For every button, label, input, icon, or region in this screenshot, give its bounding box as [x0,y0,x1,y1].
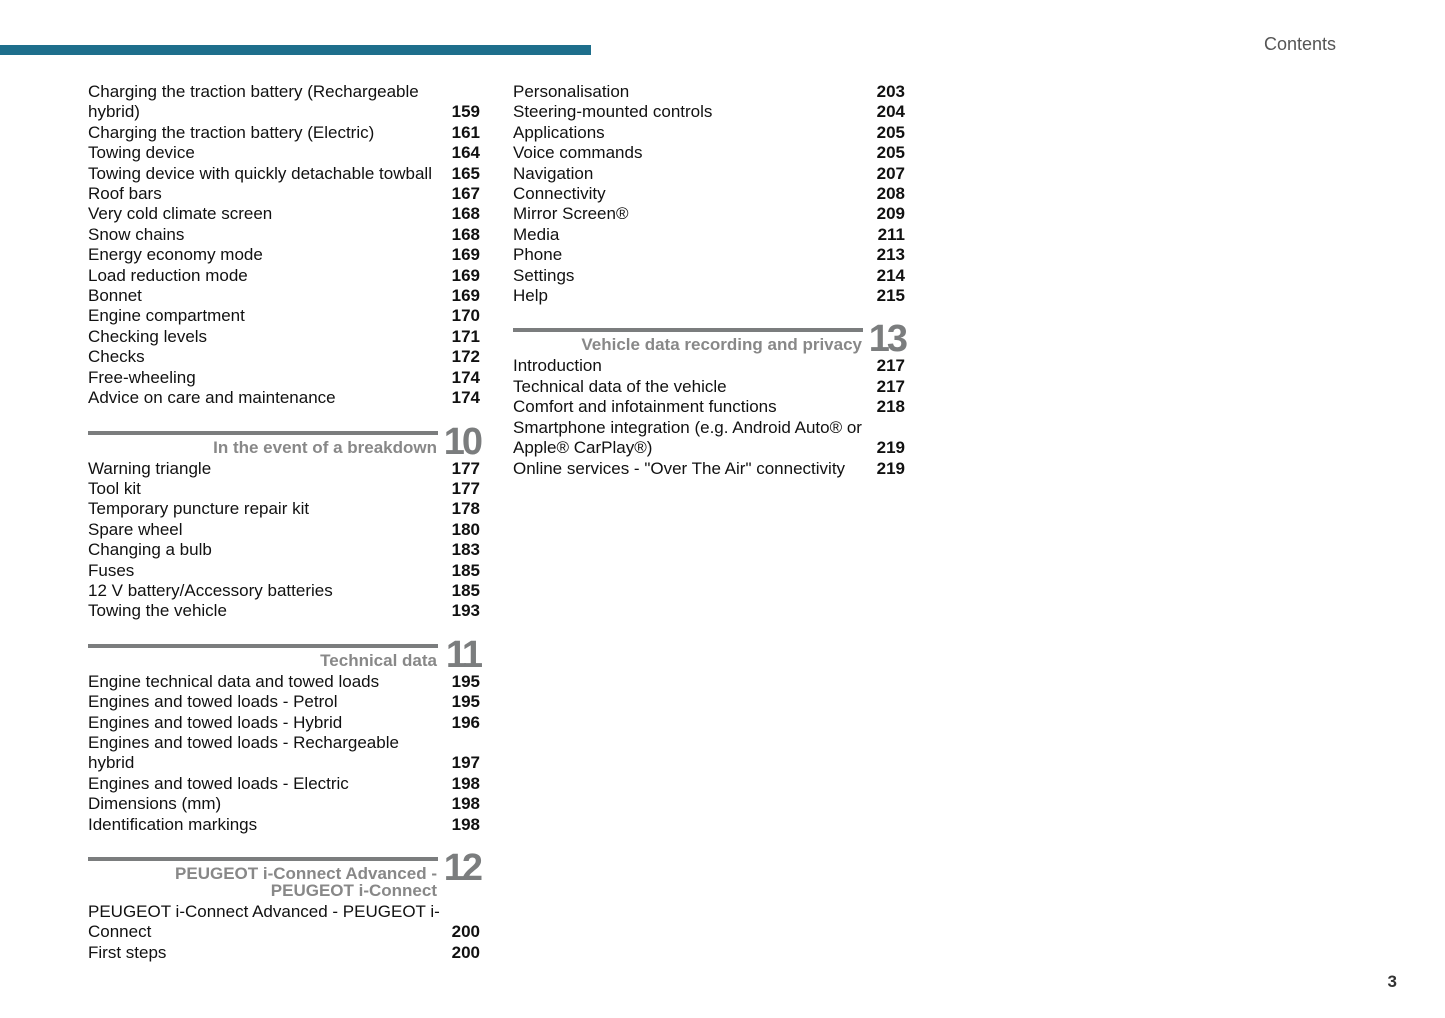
toc-entry-page: 217 [876,356,905,376]
toc-entry[interactable] [88,143,480,163]
toc-entry[interactable] [513,102,905,122]
toc-entry-page: 168 [451,224,480,244]
toc-entry[interactable] [513,184,905,204]
toc-entry-label: Charging the traction battery (Rechargeable hybrid) [88,82,419,122]
toc-entry-label: Temporary puncture repair kit [88,499,310,519]
toc-entry[interactable] [88,327,480,347]
toc-entry[interactable] [88,540,480,560]
toc-entry-label: First steps [88,942,167,962]
toc-entry[interactable] [513,204,905,224]
toc-entry[interactable] [513,143,905,163]
toc-entry-page: 218 [876,397,905,417]
section-title[interactable]: PEUGEOT i-Connect Advanced - PEUGEOT i-Connect [175,864,437,900]
toc-entry[interactable] [513,377,905,397]
toc-entry-page: 195 [451,671,480,691]
toc-entry[interactable] [88,520,480,540]
toc-entry[interactable] [88,943,480,963]
toc-entry-page: 211 [877,224,905,244]
toc-entry[interactable] [88,225,480,245]
toc-entry-label: Engine technical data and towed loads [88,671,380,691]
section-number: 10 [443,420,480,463]
toc-entry-page: 165 [451,163,480,183]
toc-entry-page: 177 [451,458,480,478]
toc-entry-page: 203 [876,82,905,101]
toc-entry-page: 167 [451,184,480,204]
toc-entry-label: Energy economy mode [88,245,263,265]
toc-entry-page: 198 [451,794,480,814]
toc-entry-page: 198 [451,814,480,834]
toc-entry-label: Checks [88,347,145,367]
section-divider [513,328,863,332]
toc-entry-page: 180 [451,519,480,539]
toc-entry-label: Engines and towed loads - Petrol [88,692,338,712]
toc-entry-label: PEUGEOT i-Connect Advanced - PEUGEOT i-Connect [88,902,440,942]
toc-entry-label: Free-wheeling [88,367,196,387]
toc-entry-label: Navigation [513,163,594,183]
toc-entry[interactable] [88,459,480,479]
toc-entry-label: Engines and towed loads - Hybrid [88,712,343,732]
toc-entry-label: Engines and towed loads - Electric [88,773,349,793]
toc-left-column [88,82,480,963]
toc-entry-page: 177 [451,478,480,498]
toc-entry-label: Smartphone integration (e.g. Android Auto® or Apple® CarPlay®) [513,417,862,458]
toc-entry-page: 185 [451,560,480,580]
toc-entry-page: 209 [876,204,905,224]
toc-entry-label: Snow chains [88,224,185,244]
section-number: 12 [443,847,480,889]
section-entry-list [88,902,480,963]
toc-entry[interactable] [513,459,905,479]
toc-entry-page: 183 [451,540,480,560]
toc-entry[interactable] [513,418,905,459]
section-entry-list [513,356,905,478]
toc-entry[interactable] [88,388,480,408]
toc-entry-page: 200 [451,942,480,962]
toc-entry-label: Online services - "Over The Air" connectivity [513,458,846,478]
toc-entry[interactable] [88,672,480,692]
toc-entry[interactable] [88,902,480,943]
toc-entry[interactable] [88,123,480,143]
toc-entry[interactable] [88,286,480,306]
toc-entry-label: Engine compartment [88,306,245,326]
toc-entry-page: 161 [451,122,480,142]
section-title[interactable]: Technical data [320,650,437,670]
toc-entry[interactable] [513,225,905,245]
toc-entry-label: 12 V battery/Accessory batteries [88,580,333,600]
toc-entry[interactable] [513,123,905,143]
section-number: 13 [868,318,905,361]
toc-entry-page: 214 [876,265,905,285]
toc-entry-page: 168 [451,204,480,224]
toc-entry-page: 169 [451,265,480,285]
toc-entry[interactable] [88,184,480,204]
toc-entry-label: Engines and towed loads - Rechargeable hybrid [88,732,399,773]
toc-entry[interactable] [88,713,480,733]
toc-entry-page: 164 [451,143,480,163]
toc-entry-label: Technical data of the vehicle [513,376,727,396]
toc-section [88,420,480,622]
toc-entry-label: Warning triangle [88,458,212,478]
toc-right-sections [513,318,905,478]
toc-entry[interactable] [513,266,905,286]
toc-entry[interactable] [88,794,480,814]
toc-entry[interactable] [88,347,480,367]
toc-entry[interactable] [513,286,905,306]
section-number: 11 [445,633,480,676]
toc-entry-label: Charging the traction battery (Electric) [88,122,375,142]
toc-section [88,633,480,835]
section-entry-list [88,672,480,835]
section-divider [88,431,438,435]
toc-entry[interactable] [88,306,480,326]
toc-entry-label: Voice commands [513,143,643,163]
toc-entry-page: 208 [876,184,905,204]
toc-entry-label: Spare wheel [88,519,183,539]
toc-entry[interactable] [513,82,905,102]
toc-entry-label: Steering-mounted controls [513,102,713,122]
toc-entry-page: 159 [451,102,480,122]
toc-left-continued-list [88,82,480,409]
toc-entry-label: Phone [513,245,563,265]
toc-entry[interactable] [513,245,905,265]
section-entry-list [88,459,480,622]
toc-right-column [513,82,905,479]
toc-entry[interactable] [88,561,480,581]
toc-entry-label: Towing device [88,143,195,163]
toc-entry-label: Very cold climate screen [88,204,273,224]
toc-entry-label: Advice on care and maintenance [88,388,336,408]
toc-entry-page: 170 [451,306,480,326]
toc-entry-page: 169 [451,245,480,265]
toc-entry-page: 185 [451,580,480,600]
toc-entry-page: 198 [451,773,480,793]
toc-entry-label: Fuses [88,560,135,580]
toc-entry-label: Help [513,286,548,306]
toc-entry-label: Dimensions (mm) [88,794,222,814]
toc-entry[interactable] [88,164,480,184]
toc-entry-page: 178 [451,499,480,519]
page-header-title: Contents [1263,34,1336,54]
toc-entry[interactable] [88,479,480,499]
toc-entry[interactable] [88,581,480,601]
toc-entry-page: 219 [876,458,905,478]
toc-entry[interactable] [88,499,480,519]
toc-entry-page: 174 [451,367,480,387]
toc-entry-page: 200 [451,922,480,942]
toc-entry[interactable] [88,368,480,388]
toc-entry-label: Towing the vehicle [88,601,227,621]
toc-section [513,318,905,478]
page-number: 3 [1387,972,1397,991]
toc-entry-label: Introduction [513,356,602,376]
toc-entry-label: Roof bars [88,184,162,204]
toc-entry-label: Comfort and infotainment functions [513,397,777,417]
toc-entry-label: Settings [513,265,575,285]
toc-entry[interactable] [88,245,480,265]
toc-entry-label: Bonnet [88,286,142,306]
toc-entry[interactable] [513,356,905,376]
toc-entry[interactable] [88,733,480,774]
toc-entry-label: Changing a bulb [88,540,212,560]
toc-entry-label: Personalisation [513,82,630,101]
toc-entry-page: 195 [451,692,480,712]
toc-entry[interactable] [88,692,480,712]
toc-entry-label: Connectivity [513,184,606,204]
toc-entry-page: 204 [876,102,905,122]
toc-entry[interactable] [88,815,480,835]
toc-entry-page: 205 [876,143,905,163]
toc-entry-page: 219 [876,438,905,458]
toc-left-sections [88,420,480,964]
toc-entry-label: Mirror Screen® [513,204,629,224]
toc-entry-page: 171 [451,326,480,346]
toc-entry-label: Tool kit [88,478,141,498]
toc-entry-page: 169 [451,286,480,306]
toc-entry-page: 174 [451,388,480,408]
toc-entry-label: Load reduction mode [88,265,248,285]
toc-entry-label: Towing device with quickly detachable towball [88,163,432,183]
toc-entry[interactable] [88,266,480,286]
header-accent-bar [0,45,591,55]
toc-entry-page: 213 [876,245,905,265]
toc-entry[interactable] [88,601,480,621]
toc-entry-page: 196 [451,712,480,732]
toc-entry[interactable] [88,204,480,224]
toc-entry[interactable] [88,774,480,794]
toc-entry-page: 207 [876,163,905,183]
toc-section [88,847,480,963]
section-divider [88,857,438,861]
toc-entry[interactable] [88,82,480,123]
toc-entry-label: Media [513,224,560,244]
section-title[interactable]: Vehicle data recording and privacy [581,335,862,355]
toc-entry-page: 197 [451,753,480,773]
toc-entry-page: 193 [451,601,480,621]
toc-entry[interactable] [513,164,905,184]
toc-entry-label: Checking levels [88,326,208,346]
toc-entry-label: Applications [513,122,605,142]
toc-entry-page: 215 [876,286,905,306]
toc-entry-page: 205 [876,122,905,142]
toc-entry[interactable] [513,397,905,417]
section-title[interactable]: In the event of a breakdown [213,437,437,457]
toc-entry-page: 172 [451,347,480,367]
toc-entry-label: Identification markings [88,814,258,834]
toc-right-continued-list [513,82,905,306]
toc-entry-page: 217 [876,376,905,396]
section-divider [88,644,438,648]
